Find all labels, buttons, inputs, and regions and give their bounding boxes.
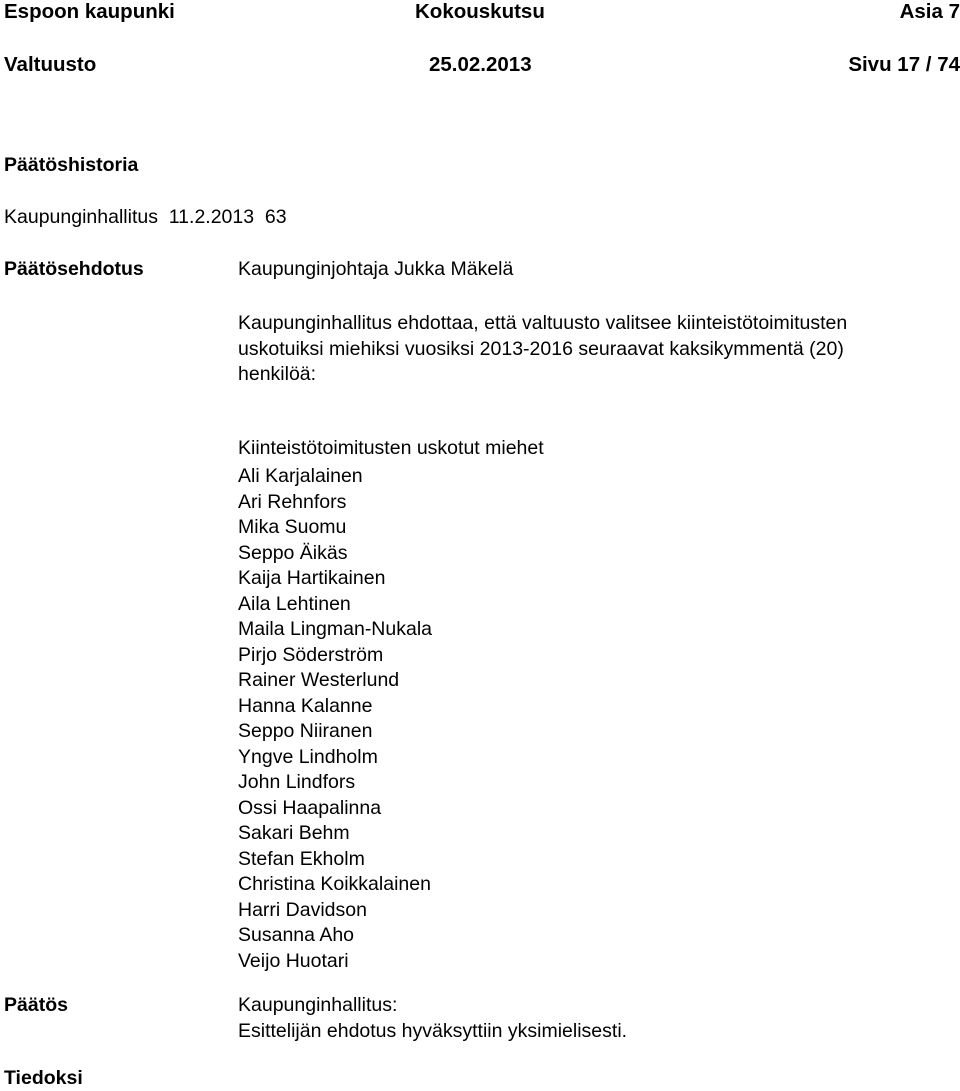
list-item: Christina Koikkalainen xyxy=(238,873,431,895)
organization-name: Espoon kaupunki xyxy=(4,0,175,23)
proposal-label: Päätösehdotus xyxy=(4,258,144,280)
list-item: Ali Karjalainen xyxy=(238,465,363,487)
paragraph-line: henkilöä: xyxy=(238,363,317,385)
list-heading: Kiinteistötoimitusten uskotut miehet xyxy=(238,437,544,459)
paragraph-line: uskotuiksi miehiksi vuosiksi 2013-2016 seuraavat kaksikymmentä (20) xyxy=(238,337,844,360)
decision-text: Esittelijän ehdotus hyväksyttiin yksimielisesti. xyxy=(238,1019,628,1042)
list-item: Seppo Äikäs xyxy=(238,541,348,564)
list-item: Veijo Huotari xyxy=(238,949,349,972)
governing-body: Valtuusto xyxy=(4,53,97,76)
list-item: Sakari Behm xyxy=(238,822,350,844)
list-item: Rainer Westerlund xyxy=(238,669,400,691)
list-item: Harri Davidson xyxy=(238,898,367,921)
names-list xyxy=(238,464,432,974)
proposal-paragraph xyxy=(238,311,960,388)
decision-block xyxy=(238,993,627,1044)
page-number: Sivu 17 / 74 xyxy=(848,53,960,76)
agenda-item-number: Asia 7 xyxy=(899,0,960,23)
list-item: Seppo Niiranen xyxy=(238,720,373,742)
list-item: Pirjo Söderström xyxy=(238,643,384,666)
decision-label: Päätös xyxy=(4,994,68,1016)
list-item: Hanna Kalanne xyxy=(238,694,373,717)
list-item: Maila Lingman-Nukala xyxy=(238,618,433,640)
proposal-presenter: Kaupunginjohtaja Jukka Mäkelä xyxy=(238,258,514,280)
list-item: Mika Suomu xyxy=(238,516,347,538)
meeting-reference: Kaupunginhallitus 11.2.2013 63 xyxy=(4,206,287,228)
list-item: Stefan Ekholm xyxy=(238,847,365,870)
document-type: Kokouskutsu xyxy=(415,0,545,23)
list-item: Kaija Hartikainen xyxy=(238,567,386,589)
decision-history-title: Päätöshistoria xyxy=(4,154,139,176)
list-item: Susanna Aho xyxy=(238,924,355,946)
list-item: John Lindfors xyxy=(238,771,356,793)
info-label: Tiedoksi xyxy=(4,1067,83,1089)
meeting-date: 25.02.2013 xyxy=(429,53,532,76)
list-item: Yngve Lindholm xyxy=(238,745,378,768)
list-item: Ossi Haapalinna xyxy=(238,796,382,819)
decision-body: Kaupunginhallitus: xyxy=(238,994,398,1016)
list-item: Aila Lehtinen xyxy=(238,592,351,615)
list-item: Ari Rehnfors xyxy=(238,490,347,513)
paragraph-line: Kaupunginhallitus ehdottaa, että valtuusto valitsee kiinteistötoimitusten xyxy=(238,312,848,334)
